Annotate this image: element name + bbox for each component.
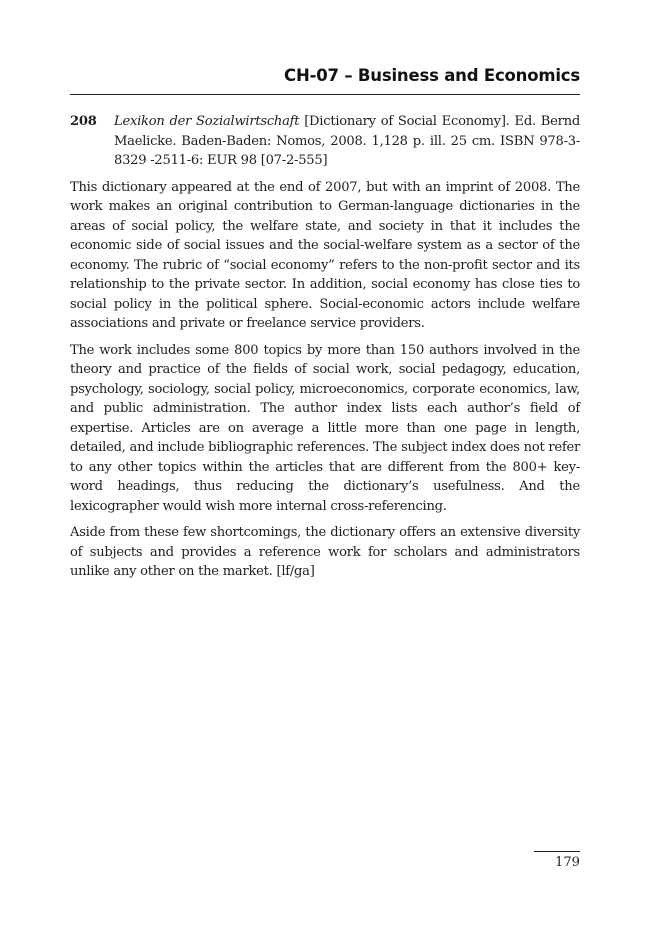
main-text bbox=[70, 112, 580, 589]
page-number-rule bbox=[534, 851, 580, 852]
review-paragraph-3: Aside from these few shortcomings, the dictionary offers an extensive diversity of subjects and provides a reference work for scholars and administrators unlike any other on the market. [lf/ga] bbox=[70, 525, 580, 579]
bibliographic-entry bbox=[70, 112, 580, 171]
entry-citation bbox=[114, 112, 580, 171]
entry-citation-details: [Dictionary of Social Economy]. Ed. Bernd Maelicke. Baden-Baden: Nomos, 2008. 1,128 p. ill. 25 cm. ISBN 978-3-8329 -2511-6: EUR 98 [07-2-555] bbox=[114, 114, 580, 168]
review-paragraph-1: This dictionary appeared at the end of 2007, but with an imprint of 2008. The work makes an original contribution to German-language dictionaries in the areas of social policy, the welfare state, and society in that it includes the economic side of social issues and the social-welfare system as a sector of the economy. The rubric of “social economy” refers to the non-profit sector and its relationship to the private sector. In addition, social economy has close ties to social policy in the political sphere. Social-economic actors include welfare associations and private or freelance service providers. bbox=[70, 179, 580, 331]
entry-number: 208 bbox=[70, 114, 97, 129]
review-paragraph-2: The work includes some 800 topics by more than 150 authors involved in the theory and practice of the fields of social work, social pedagogy, education, psychology, sociology, social policy, microeconomics, corporate economics, law, and public administration. The author index lists each author’s field of expertise. Articles are on average a little more than one page in length, detailed, and include bibliographic references. The subject index does not refer to any other topics within the articles that are different from the 800+ key-word headings, thus reducing the dictionary’s usefulness. And the lexicographer would wish more internal cross-referencing. bbox=[70, 342, 580, 514]
page-number: 179 bbox=[555, 855, 580, 870]
running-head: CH-07 – Business and Economics bbox=[284, 66, 580, 85]
entry-title: Lexikon der Sozialwirtschaft bbox=[114, 114, 300, 129]
header-rule bbox=[70, 94, 580, 95]
book-page bbox=[70, 0, 580, 941]
